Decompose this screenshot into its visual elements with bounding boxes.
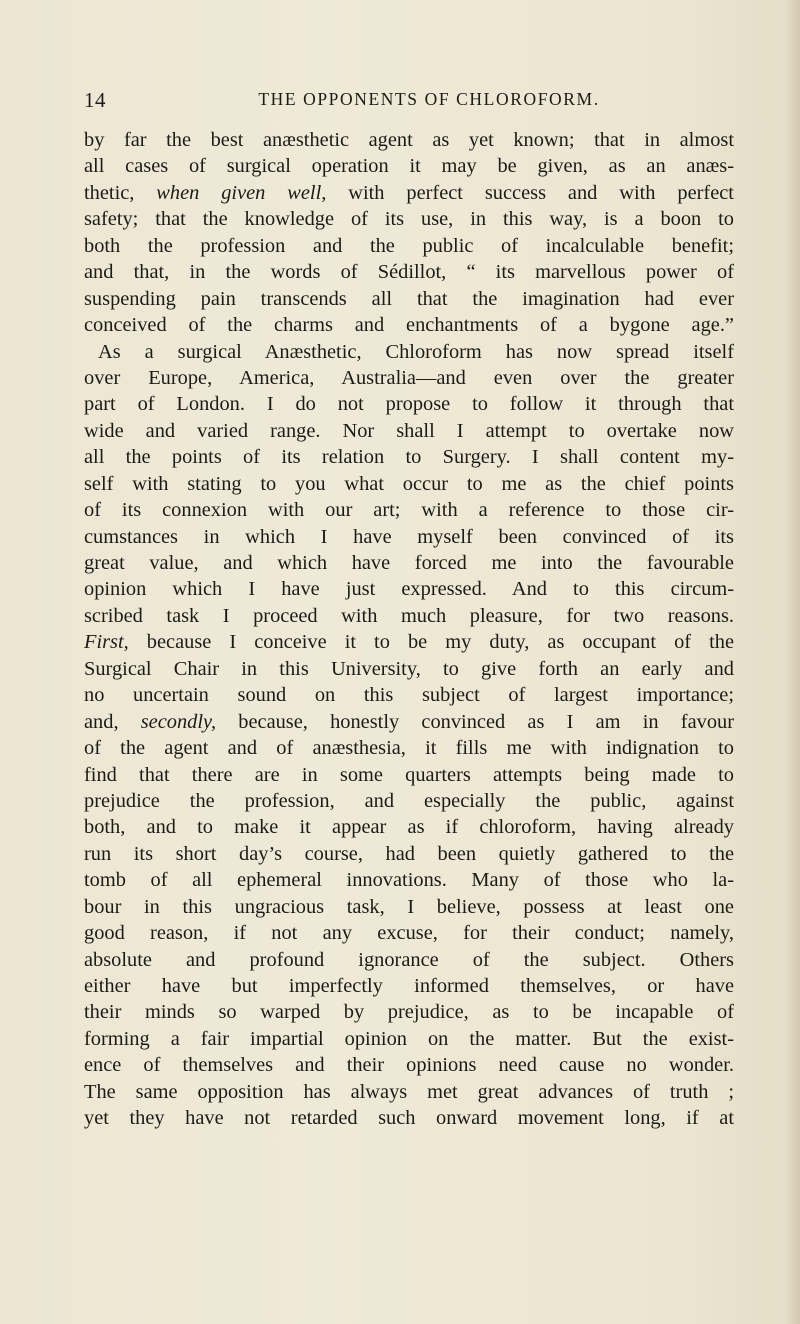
text-line xyxy=(84,656,734,682)
text-line xyxy=(84,867,734,893)
text-line xyxy=(84,1052,734,1078)
text-run: both, and to make it appear as if chloroform, having already xyxy=(84,816,734,839)
text-line xyxy=(84,206,734,232)
text-run: Surgical Chair in this University, to give forth an early and xyxy=(84,657,734,680)
text-run: of the agent and of anæsthesia, it fills me with indignation to xyxy=(84,737,734,760)
text-line xyxy=(84,603,734,629)
running-title: THE OPPONENTS OF CHLOROFORM. xyxy=(258,89,600,109)
text-line xyxy=(84,471,734,497)
text-line xyxy=(84,973,734,999)
text-line xyxy=(84,629,734,655)
text-line xyxy=(84,127,734,153)
text-run: either have but imperfectly informed themselves, or have xyxy=(84,975,734,997)
text-run: As a surgical Anæsthetic, Chloroform has now spread itself xyxy=(98,340,734,363)
text-run: by far the best anæsthetic agent as yet known; that in almost xyxy=(84,129,734,151)
text-run: The same opposition has always met great advances of truth ; xyxy=(84,1080,734,1103)
text-run: suspending pain transcends all that the imagination had ever xyxy=(84,287,734,310)
running-head xyxy=(84,88,734,112)
text-run: their minds so warped by prejudice, as to be incapable of xyxy=(84,1001,734,1024)
text-line xyxy=(84,1105,734,1131)
text-line xyxy=(84,999,734,1025)
text-run: over Europe, America, Australia—and even over the greater xyxy=(84,366,734,389)
text-run: with perfect success and with perfect xyxy=(326,181,734,204)
text-line xyxy=(84,391,734,417)
text-run: forming a fair impartial opinion on the matter. But the exist- xyxy=(84,1027,734,1050)
text-run: and that, in the words of Sédillot, “ its marvellous power of xyxy=(84,261,734,284)
italic-run: secondly, xyxy=(140,710,217,733)
text-run: of its connexion with our art; with a reference to those cir- xyxy=(84,499,734,522)
text-run: great value, and which have forced me into the favourable xyxy=(84,552,734,574)
text-run: run its short day’s course, had been quietly gathered to the xyxy=(84,842,734,865)
text-line xyxy=(84,180,734,206)
text-run: wide and varied range. Nor shall I attempt to overtake now xyxy=(84,419,734,442)
text-run: yet they have not retarded such onward movement long, if at xyxy=(84,1107,734,1130)
text-line xyxy=(84,365,734,391)
text-run: because, honestly convinced as I am in favour xyxy=(216,710,734,733)
text-line xyxy=(84,1079,734,1105)
text-line xyxy=(84,524,734,550)
text-run: all cases of surgical operation it may be given, as an anæs- xyxy=(84,155,734,178)
text-run: part of London. I do not propose to follow it through that xyxy=(84,393,734,416)
text-line xyxy=(84,682,734,708)
text-run: opinion which I have just expressed. And to this circum- xyxy=(84,578,734,601)
text-line xyxy=(84,576,734,602)
text-line xyxy=(84,735,734,761)
text-line xyxy=(84,920,734,946)
text-line xyxy=(84,841,734,867)
text-line xyxy=(84,894,734,920)
italic-run: First, xyxy=(84,631,129,654)
page-number: 14 xyxy=(84,88,106,112)
text-run: ence of themselves and their opinions need cause no wonder. xyxy=(84,1054,734,1077)
text-run: absolute and profound ignorance of the subject. Others xyxy=(84,948,734,971)
text-line xyxy=(84,286,734,312)
text-line xyxy=(84,788,734,814)
text-run: no uncertain sound on this subject of largest importance; xyxy=(84,684,734,707)
text-run: bour in this ungracious task, I believe, possess at least one xyxy=(84,895,734,918)
page-edge-shadow xyxy=(786,0,800,1324)
text-run: both the profession and the public of incalculable benefit; xyxy=(84,234,734,257)
text-run: cumstances in which I have myself been convinced of its xyxy=(84,525,734,548)
text-line xyxy=(84,259,734,285)
text-run: all the points of its relation to Surgery. I shall content my- xyxy=(84,446,734,469)
text-line xyxy=(84,153,734,179)
text-line xyxy=(84,947,734,973)
text-run: because I conceive it to be my duty, as occupant of the xyxy=(128,631,734,654)
text-run: conceived of the charms and enchantments of a bygone age.” xyxy=(84,314,734,337)
italic-run: when given well, xyxy=(156,181,327,204)
text-run: self with stating to you what occur to me as the chief points xyxy=(84,472,734,495)
text-run: thetic, xyxy=(84,181,157,204)
text-line xyxy=(84,312,734,338)
text-line xyxy=(84,709,734,735)
text-line xyxy=(84,1026,734,1052)
text-line xyxy=(84,444,734,470)
text-line xyxy=(84,418,734,444)
text-run: safety; that the knowledge of its use, in this way, is a boon to xyxy=(84,208,734,231)
text-run: and, xyxy=(84,710,141,733)
text-line xyxy=(84,233,734,259)
body-text xyxy=(84,127,734,1132)
text-run: prejudice the profession, and especially the public, against xyxy=(84,789,734,812)
text-run: good reason, if not any excuse, for their conduct; namely, xyxy=(84,922,734,945)
text-line xyxy=(84,550,734,576)
text-line xyxy=(84,497,734,523)
text-line xyxy=(84,762,734,788)
text-line xyxy=(84,814,734,840)
text-line xyxy=(84,339,734,365)
text-run: find that there are in some quarters attempts being made to xyxy=(84,763,734,786)
text-run: tomb of all ephemeral innovations. Many of those who la- xyxy=(84,869,734,892)
text-run: scribed task I proceed with much pleasure, for two reasons. xyxy=(84,604,734,627)
